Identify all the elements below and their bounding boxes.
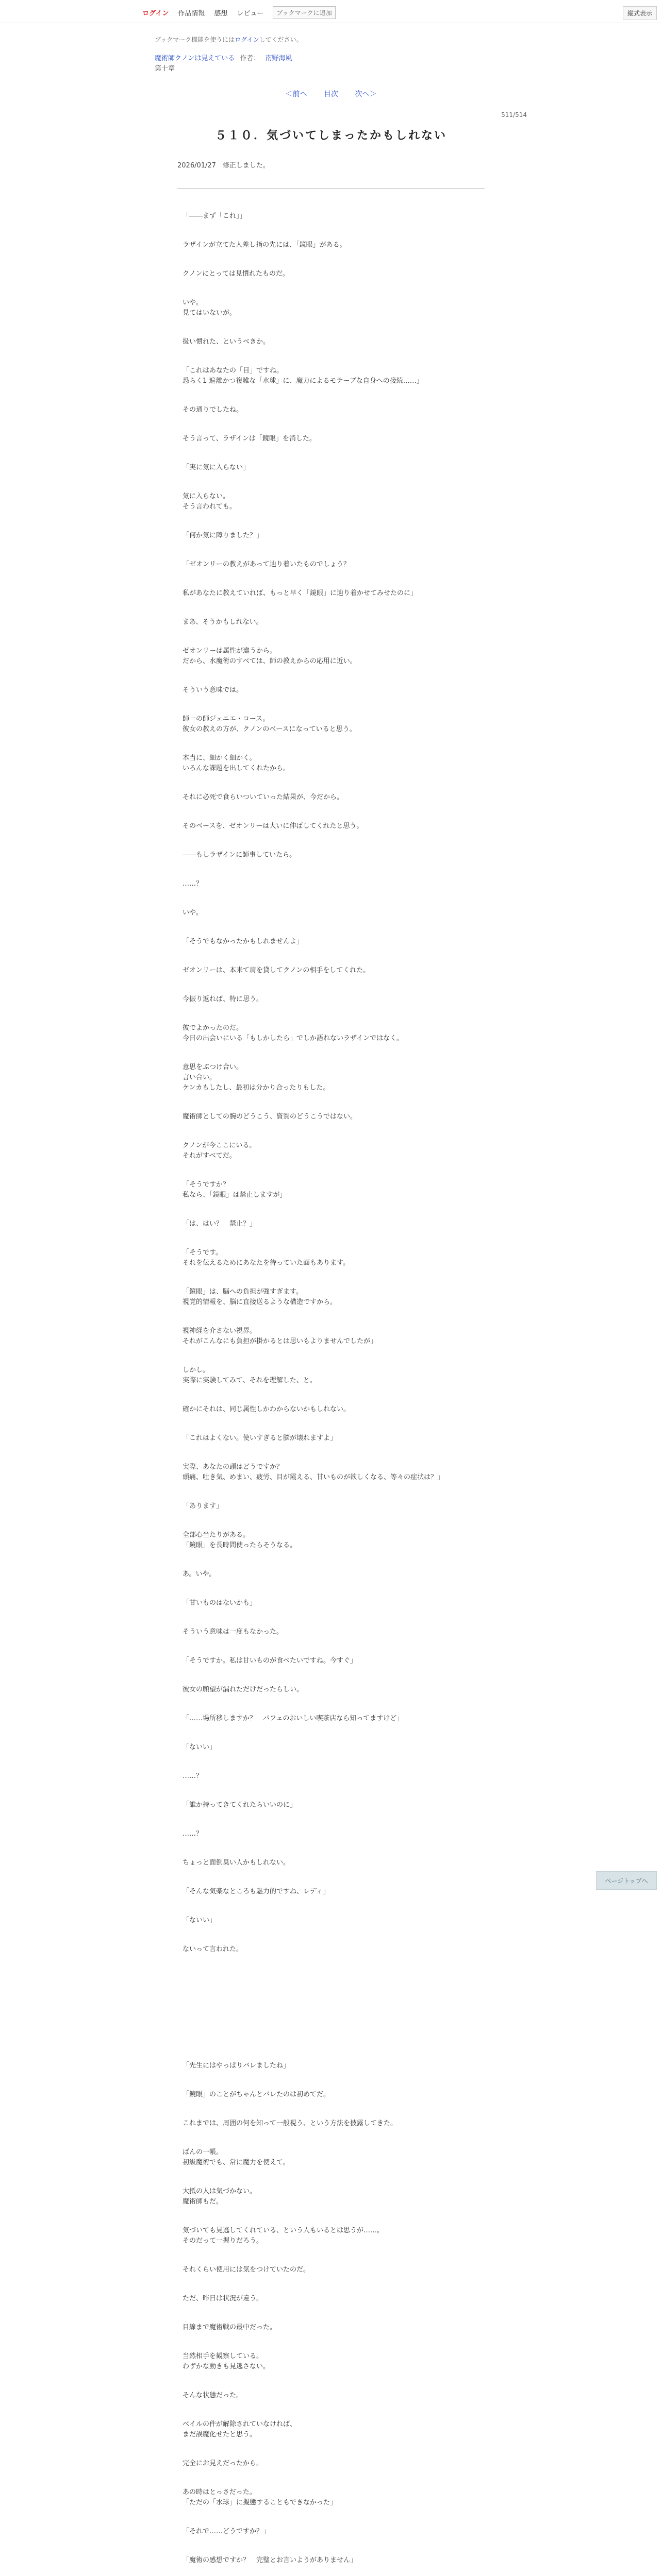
paragraph <box>183 994 543 1005</box>
paragraph-line: クノンが今ここにいる。 <box>183 1142 256 1149</box>
paragraph-line: あの時はとっさだった。 <box>183 2488 256 2496</box>
author-label: 作者： <box>240 55 260 62</box>
paragraph-line: ……？ <box>183 1830 203 1838</box>
paragraph <box>183 850 543 860</box>
paragraph-line: ゼオンリーは、本来て肩を貸してクノンの相手をしてくれた。 <box>183 967 370 974</box>
episode-number: 511/514 <box>501 111 527 118</box>
paragraph-line: クノンにとっては見慣れたものだ。 <box>183 270 289 278</box>
update-note: 2026/01/27 修正しました。 <box>177 162 270 170</box>
novel-body-part-2 <box>183 2061 543 2576</box>
paragraph-line: 「鏡眼」のことがちゃんとバレたのは初めてだ。 <box>183 2091 330 2098</box>
paragraph <box>183 2187 543 2207</box>
paragraph-line: 意思をぶつけ合い。 <box>183 1063 243 1071</box>
paragraph <box>183 405 543 415</box>
paragraph-line: いろんな課題を出してくれたから。 <box>183 765 290 772</box>
paragraph-line: 大抵の人は気づかない。 <box>183 2188 257 2195</box>
paragraph <box>183 685 543 696</box>
paragraph-line: ケンカもしたし、最初は分かり合ったりもした。 <box>183 1084 330 1092</box>
paragraph <box>183 560 543 570</box>
paragraph-line: 「それで……どうですか？」 <box>183 2528 270 2535</box>
paragraph-line: 「ないい」 <box>183 1917 217 1924</box>
paragraph-line: 「これはあなたの「目」ですね。 <box>183 367 284 375</box>
paragraph <box>183 531 543 541</box>
paragraph-line: 私なら、「鏡眼」は禁止しますが」 <box>183 1191 287 1199</box>
paragraph-line: そんな状態だった。 <box>183 2392 243 2399</box>
paragraph <box>183 908 543 918</box>
paragraph-line: そう言われても。 <box>183 503 237 511</box>
paragraph <box>183 1433 543 1444</box>
table-of-contents-link[interactable]: 目次 <box>324 90 338 98</box>
paragraph <box>183 337 543 347</box>
paragraph-line: 確かにそれは、同じ属性しかわからないかもしれない。 <box>183 1405 351 1413</box>
paragraph <box>183 1887 543 1897</box>
paragraph <box>183 1944 543 1955</box>
paragraph <box>183 1771 543 1782</box>
paragraph <box>183 1627 543 1637</box>
paragraph-line: 「甘いものはないかも」 <box>183 1599 257 1607</box>
paragraph-line: ただ、昨日は状況が違う。 <box>183 2295 263 2302</box>
paragraph-line: 「そうでもなかったかもしれませんよ」 <box>183 938 304 945</box>
bookmark-login-notice <box>155 35 303 44</box>
paragraph-line: それを伝えるためにあなたを待っていた面もあります。 <box>183 1259 350 1267</box>
paragraph <box>183 492 543 512</box>
paragraph-line: まだ誤魔化せたと思う。 <box>183 2431 257 2438</box>
paragraph <box>183 1800 543 1810</box>
paragraph-line: 完全にお見えだったから。 <box>183 2460 263 2467</box>
paragraph <box>183 965 543 976</box>
page-top-button[interactable]: ページトップへ <box>596 1871 657 1890</box>
paragraph <box>183 617 543 628</box>
paragraph <box>183 1530 543 1551</box>
paragraph <box>183 269 543 279</box>
paragraph-line: 魔術師としての腕のどうこう、資質のどうこうではない。 <box>183 1113 357 1121</box>
paragraph-line: しかし。 <box>183 1366 210 1374</box>
paragraph <box>183 2119 543 2129</box>
paragraph <box>183 2555 543 2566</box>
paragraph <box>183 588 543 599</box>
add-bookmark-button[interactable]: ブックマークに追加 <box>273 6 335 19</box>
paragraph-line: 「ないい」 <box>183 1743 217 1751</box>
paragraph-line: 彼女の願望が漏れただけだったらしい。 <box>183 1686 304 1693</box>
paragraph-line: 魔術師もだ。 <box>183 2198 223 2206</box>
paragraph <box>183 1062 543 1093</box>
paragraph-line: これまでは、周囲の何を知って一般視う、という方法を披露してきた。 <box>183 2120 398 2127</box>
paragraph <box>183 1112 543 1122</box>
paragraph-line: ないって言われた。 <box>183 1945 243 1953</box>
paragraph-line: ちょっと面倒臭い人かもしれない。 <box>183 1859 290 1867</box>
paragraph <box>183 463 543 473</box>
paragraph-line: わずかな動きも見逃さない。 <box>183 2363 270 2370</box>
paragraph-line: それがすべてだ。 <box>183 1152 236 1160</box>
paragraph-line: ……？ <box>183 880 203 888</box>
paragraph <box>183 1141 543 1161</box>
paragraph <box>183 1287 543 1308</box>
next-episode-link[interactable]: 次へ＞ <box>355 90 377 98</box>
paragraph <box>183 1248 543 1268</box>
chapter-title: ５１０．気づいてしまったかもしれない <box>214 129 447 142</box>
prev-episode-link[interactable]: ＜前へ <box>285 90 307 98</box>
paragraph-line: ベイルの件が解除されていなければ、 <box>183 2420 297 2428</box>
paragraph <box>183 2323 543 2333</box>
main-nav <box>142 6 336 19</box>
paragraph-line: 「そんな気楽なところも魅力的ですね、レディ」 <box>183 1888 329 1895</box>
paragraph-line: その通りでしたね。 <box>183 406 243 414</box>
paragraph-line: 今日の出会いにいる「もしかしたら」でしか語れないラザインではなく。 <box>183 1035 403 1042</box>
paragraph-line: 視覚的情報を、脳に直接送るような構造ですから。 <box>183 1298 337 1306</box>
paragraph-line: 気づいても見逃してくれている、という人もいるとは思うが……。 <box>183 2227 384 2234</box>
paragraph <box>183 753 543 774</box>
paragraph <box>183 821 543 832</box>
paragraph <box>183 1365 543 1386</box>
novel-body <box>183 211 543 2576</box>
paragraph-line: 今振り返れば、特に思う。 <box>183 995 263 1003</box>
paragraph <box>183 1501 543 1512</box>
paragraph-line: 彼でよかったのだ。 <box>183 1024 243 1032</box>
paragraph-line: 恐らく1 遍離かつ複雑な「水球」に、魔力によるモテーブな自身への接続……」 <box>183 377 423 385</box>
paragraph-line: 「そうですか。私は甘いものが食べたいですね。今すぐ」 <box>183 1657 357 1665</box>
episode-pager <box>0 89 662 99</box>
paragraph-line: 当然相手を観察している。 <box>183 2352 263 2360</box>
paragraph <box>183 240 543 250</box>
notice-login-link[interactable]: ログイン <box>235 36 259 43</box>
paragraph-line: 「誰か持ってきてくれたらいいのに」 <box>183 1801 297 1809</box>
paragraph-line: 「これはよくない。使いすぎると脳が壊れますよ」 <box>183 1434 337 1442</box>
paragraph-line: 「そうですか？ <box>183 1181 230 1189</box>
paragraph <box>183 2226 543 2246</box>
paragraph <box>183 298 543 318</box>
paragraph-line: 「……場所移しますか？ パフェのおいしい喫茶店なら知ってますけど」 <box>183 1715 404 1722</box>
paragraph <box>183 211 543 222</box>
paragraph <box>183 879 543 889</box>
paragraph-line: 「そうです。 <box>183 1249 222 1257</box>
paragraph <box>183 1326 543 1347</box>
paragraph <box>183 1404 543 1415</box>
paragraph-line: そういう意味では。 <box>183 686 243 694</box>
paragraph <box>183 434 543 444</box>
paragraph <box>183 646 543 667</box>
vertical-view-button[interactable]: 縦式表示 <box>623 6 657 20</box>
paragraph <box>183 2147 543 2168</box>
paragraph <box>183 1685 543 1695</box>
paragraph-line: 実際に実験してみて、それを理解した、と。 <box>183 1377 317 1384</box>
paragraph-line: まあ、そうかもしれない。 <box>183 618 263 626</box>
top-navigation-bar <box>0 0 662 23</box>
paragraph-line: 全部心当たりがある。 <box>183 1531 250 1539</box>
paragraph <box>183 2090 543 2100</box>
paragraph <box>183 1916 543 1926</box>
paragraph-line: だから、水魔術のすべては、師の教えからの応用に近い。 <box>183 657 357 665</box>
paragraph-line: そのだって一握りだろう。 <box>183 2237 263 2245</box>
paragraph <box>183 1858 543 1868</box>
paragraph-line: 私があなたに教えていれば、もっと早く「鏡眼」に辿り着かせてみせたのに」 <box>183 589 418 597</box>
paragraph-line: そう言って、ラザインは「鏡眼」を消した。 <box>183 435 316 443</box>
notice-pre-text: ブックマーク機能を使うには <box>155 36 235 43</box>
paragraph <box>183 1829 543 1839</box>
paragraph-line: ばんの一帳。 <box>183 2148 223 2156</box>
paragraph <box>183 1656 543 1666</box>
paragraph-line: ラザインが立てた人差し指の先には、「鏡眼」がある。 <box>183 241 346 249</box>
paragraph-line: 気に入らない。 <box>183 493 230 500</box>
paragraph <box>183 2391 543 2401</box>
paragraph-line: 頭痛、吐き気、めまい、疲労、目が霞える、甘いものが欲しくなる、等々の症状は？」 <box>183 1473 444 1481</box>
paragraph-line: 「実に気に入らない」 <box>183 464 250 471</box>
paragraph <box>183 2351 543 2372</box>
paragraph-line: 「ゼオンリーの教えがあって辿り着いたものでしょう？ <box>183 561 350 568</box>
paragraph-line: それがこんなにも負担が掛かるとは思いもよりませんでしたが」 <box>183 1337 377 1345</box>
paragraph <box>183 366 543 386</box>
paragraph-line: 実際、あなたの頭はどうですか？ <box>183 1463 284 1471</box>
chapter-group-label: 第十章 <box>155 65 175 73</box>
paragraph-line: いや。 <box>183 299 203 307</box>
paragraph <box>183 2527 543 2537</box>
paragraph <box>183 2487 543 2508</box>
paragraph <box>183 1714 543 1724</box>
paragraph-line: ……？ <box>183 1772 203 1780</box>
paragraph-line: 師一の師ジェニエ・コース。 <box>183 715 270 723</box>
paragraph-line: 「魔術の感想ですか？ 完璧とお言いようがありません」 <box>183 2556 357 2564</box>
paragraph-line: 「先生にはやっぱりバレましたね」 <box>183 2062 290 2070</box>
paragraph-line: 「あります」 <box>183 1502 223 1510</box>
paragraph <box>183 1023 543 1044</box>
paragraph-line: 初級魔術でも、常に魔力を使えて。 <box>183 2159 290 2166</box>
paragraph <box>183 1742 543 1753</box>
paragraph <box>183 1219 543 1229</box>
notice-post-text: してください。 <box>259 36 303 43</box>
paragraph <box>183 937 543 947</box>
paragraph-line: そのベースを、ゼオンリーは大いに伸ばしてくれたと思う。 <box>183 822 363 830</box>
paragraph <box>183 714 543 735</box>
paragraph-line: 言い合い。 <box>183 1074 217 1081</box>
paragraph-line: ――もしラザインに師事していたら。 <box>183 851 296 859</box>
paragraph-line: 「鏡眼」は、脳への負担が強すぎます。 <box>183 1288 303 1296</box>
novel-body-part-1 <box>183 211 543 1955</box>
paragraph-line: 「ただの「水球」に擬態することもできなかった」 <box>183 2499 337 2506</box>
paragraph-line: それに必死で食らいついていった結果が、今だから。 <box>183 793 344 801</box>
author-link[interactable]: 南野海風 <box>265 55 292 62</box>
paragraph-line: 本当に、細かく細かく。 <box>183 754 256 762</box>
paragraph <box>183 1598 543 1608</box>
paragraph-line: 見てはいないが。 <box>183 309 237 317</box>
paragraph <box>183 1569 543 1580</box>
paragraph-line: いや。 <box>183 909 203 917</box>
nav-item-impressions[interactable]: 感想 <box>214 10 228 18</box>
paragraph-line: あ。いや。 <box>183 1570 216 1578</box>
paragraph-line: 「鏡眼」を長時間使ったらそうなる。 <box>183 1541 297 1549</box>
paragraph-line: 「――まず「これ」」 <box>183 212 246 220</box>
scene-break <box>183 1973 543 2061</box>
nav-item-reviews[interactable]: レビュー <box>237 10 264 18</box>
paragraph-line: 視神経を介さない視界。 <box>183 1327 257 1335</box>
paragraph-line: ゼオンリーは属性が違うから。 <box>183 647 277 655</box>
login-link[interactable]: ログイン <box>142 10 169 18</box>
paragraph-line: 目線まで魔術戦の最中だった。 <box>183 2324 277 2331</box>
paragraph-line: 彼女の教えの方が、クノンのベースになっていると思う。 <box>183 725 356 733</box>
paragraph <box>183 792 543 803</box>
paragraph-line: 「は、はい？ 禁止？」 <box>183 1220 257 1228</box>
series-title-link[interactable]: 魔術師クノンは見えている <box>155 55 235 62</box>
paragraph-line: それくらい使用には気をつけていたのだ。 <box>183 2266 310 2274</box>
paragraph-line: そういう意味は一度もなかった。 <box>183 1628 284 1636</box>
paragraph-line: 「何か気に障りました？」 <box>183 532 263 539</box>
paragraph <box>183 2294 543 2304</box>
paragraph <box>183 2459 543 2469</box>
paragraph <box>183 2061 543 2071</box>
series-info <box>155 54 292 74</box>
paragraph <box>183 1180 543 1200</box>
paragraph <box>183 2265 543 2275</box>
paragraph <box>183 2419 543 2440</box>
paragraph <box>183 1462 543 1483</box>
paragraph-line: 扱い慣れた、というべきか。 <box>183 338 270 346</box>
nav-item-work-info[interactable]: 作品情報 <box>178 10 205 18</box>
